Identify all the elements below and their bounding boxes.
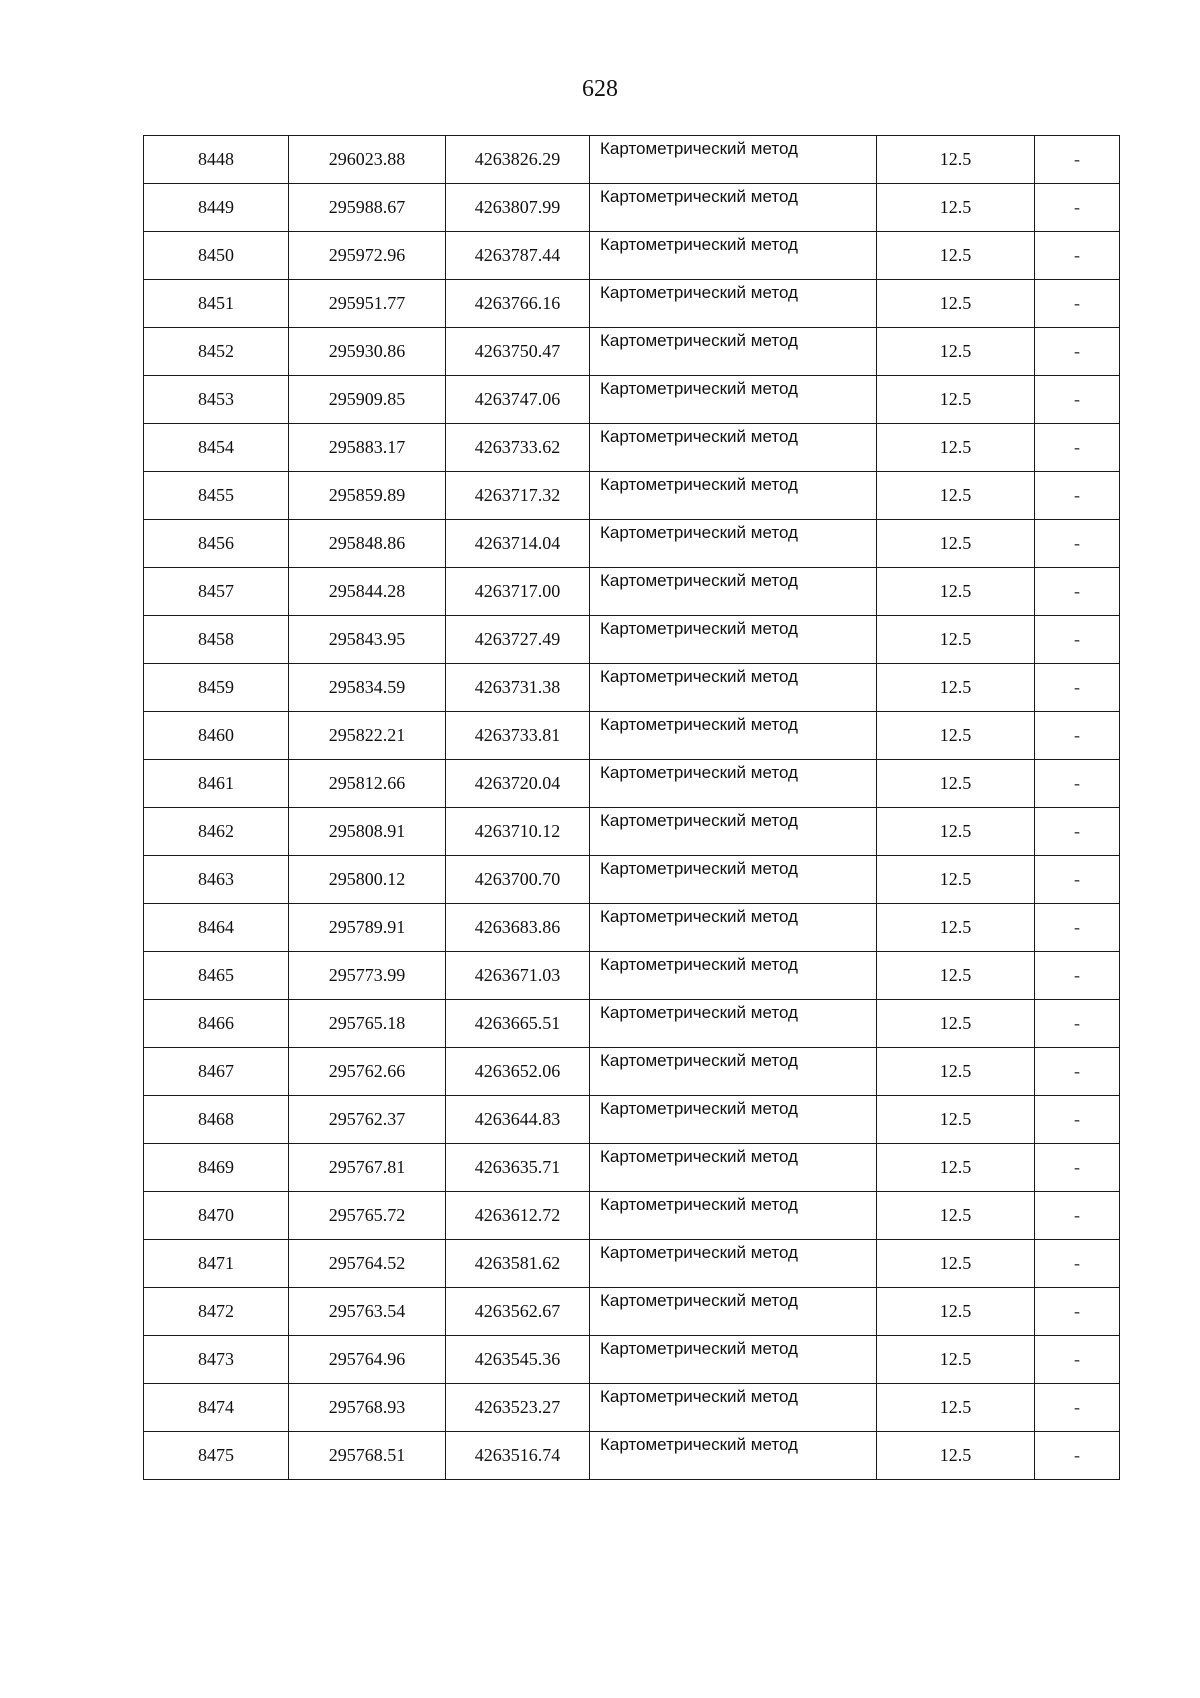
note-cell: - xyxy=(1035,664,1120,712)
table-row xyxy=(144,904,1120,952)
point-number-cell: 8457 xyxy=(144,568,289,616)
method-cell: Картометрический метод xyxy=(590,1240,877,1288)
y-coordinate-cell: 4263644.83 xyxy=(446,1096,590,1144)
accuracy-cell: 12.5 xyxy=(877,376,1035,424)
x-coordinate-cell: 295765.72 xyxy=(289,1192,446,1240)
note-cell: - xyxy=(1035,328,1120,376)
y-coordinate-cell: 4263733.62 xyxy=(446,424,590,472)
x-coordinate-cell: 295812.66 xyxy=(289,760,446,808)
y-coordinate-cell: 4263545.36 xyxy=(446,1336,590,1384)
table-row xyxy=(144,376,1120,424)
accuracy-cell: 12.5 xyxy=(877,1240,1035,1288)
y-coordinate-cell: 4263700.70 xyxy=(446,856,590,904)
note-cell: - xyxy=(1035,1384,1120,1432)
method-cell: Картометрический метод xyxy=(590,520,877,568)
table-row xyxy=(144,1048,1120,1096)
table-row xyxy=(144,1432,1120,1480)
accuracy-cell: 12.5 xyxy=(877,136,1035,184)
accuracy-cell: 12.5 xyxy=(877,712,1035,760)
method-cell: Картометрический метод xyxy=(590,664,877,712)
y-coordinate-cell: 4263766.16 xyxy=(446,280,590,328)
method-cell: Картометрический метод xyxy=(590,712,877,760)
note-cell: - xyxy=(1035,1240,1120,1288)
y-coordinate-cell: 4263717.00 xyxy=(446,568,590,616)
accuracy-cell: 12.5 xyxy=(877,664,1035,712)
x-coordinate-cell: 295768.51 xyxy=(289,1432,446,1480)
y-coordinate-cell: 4263612.72 xyxy=(446,1192,590,1240)
note-cell: - xyxy=(1035,1192,1120,1240)
point-number-cell: 8452 xyxy=(144,328,289,376)
table-row xyxy=(144,136,1120,184)
table-row xyxy=(144,568,1120,616)
point-number-cell: 8454 xyxy=(144,424,289,472)
point-number-cell: 8472 xyxy=(144,1288,289,1336)
x-coordinate-cell: 295762.37 xyxy=(289,1096,446,1144)
x-coordinate-cell: 295808.91 xyxy=(289,808,446,856)
y-coordinate-cell: 4263683.86 xyxy=(446,904,590,952)
method-cell: Картометрический метод xyxy=(590,760,877,808)
y-coordinate-cell: 4263523.27 xyxy=(446,1384,590,1432)
method-cell: Картометрический метод xyxy=(590,328,877,376)
y-coordinate-cell: 4263717.32 xyxy=(446,472,590,520)
accuracy-cell: 12.5 xyxy=(877,1192,1035,1240)
x-coordinate-cell: 295951.77 xyxy=(289,280,446,328)
table-row xyxy=(144,328,1120,376)
table-body xyxy=(144,136,1120,1480)
y-coordinate-cell: 4263787.44 xyxy=(446,232,590,280)
point-number-cell: 8455 xyxy=(144,472,289,520)
note-cell: - xyxy=(1035,760,1120,808)
point-number-cell: 8459 xyxy=(144,664,289,712)
y-coordinate-cell: 4263710.12 xyxy=(446,808,590,856)
accuracy-cell: 12.5 xyxy=(877,760,1035,808)
x-coordinate-cell: 295972.96 xyxy=(289,232,446,280)
accuracy-cell: 12.5 xyxy=(877,328,1035,376)
x-coordinate-cell: 295909.85 xyxy=(289,376,446,424)
y-coordinate-cell: 4263747.06 xyxy=(446,376,590,424)
note-cell: - xyxy=(1035,1048,1120,1096)
note-cell: - xyxy=(1035,616,1120,664)
table-row xyxy=(144,856,1120,904)
y-coordinate-cell: 4263807.99 xyxy=(446,184,590,232)
accuracy-cell: 12.5 xyxy=(877,1144,1035,1192)
x-coordinate-cell: 295764.52 xyxy=(289,1240,446,1288)
accuracy-cell: 12.5 xyxy=(877,568,1035,616)
note-cell: - xyxy=(1035,520,1120,568)
note-cell: - xyxy=(1035,712,1120,760)
table-row xyxy=(144,664,1120,712)
y-coordinate-cell: 4263635.71 xyxy=(446,1144,590,1192)
accuracy-cell: 12.5 xyxy=(877,424,1035,472)
table-row xyxy=(144,1096,1120,1144)
point-number-cell: 8461 xyxy=(144,760,289,808)
note-cell: - xyxy=(1035,1144,1120,1192)
method-cell: Картометрический метод xyxy=(590,1000,877,1048)
table-row xyxy=(144,952,1120,1000)
table-row xyxy=(144,520,1120,568)
table-row xyxy=(144,280,1120,328)
x-coordinate-cell: 295834.59 xyxy=(289,664,446,712)
table-row xyxy=(144,1192,1120,1240)
note-cell: - xyxy=(1035,1096,1120,1144)
method-cell: Картометрический метод xyxy=(590,424,877,472)
accuracy-cell: 12.5 xyxy=(877,520,1035,568)
accuracy-cell: 12.5 xyxy=(877,1000,1035,1048)
accuracy-cell: 12.5 xyxy=(877,1048,1035,1096)
method-cell: Картометрический метод xyxy=(590,472,877,520)
x-coordinate-cell: 295859.89 xyxy=(289,472,446,520)
x-coordinate-cell: 295789.91 xyxy=(289,904,446,952)
point-number-cell: 8456 xyxy=(144,520,289,568)
x-coordinate-cell: 295773.99 xyxy=(289,952,446,1000)
note-cell: - xyxy=(1035,136,1120,184)
point-number-cell: 8451 xyxy=(144,280,289,328)
point-number-cell: 8467 xyxy=(144,1048,289,1096)
point-number-cell: 8453 xyxy=(144,376,289,424)
point-number-cell: 8471 xyxy=(144,1240,289,1288)
method-cell: Картометрический метод xyxy=(590,808,877,856)
point-number-cell: 8449 xyxy=(144,184,289,232)
point-number-cell: 8460 xyxy=(144,712,289,760)
note-cell: - xyxy=(1035,808,1120,856)
point-number-cell: 8473 xyxy=(144,1336,289,1384)
note-cell: - xyxy=(1035,568,1120,616)
table-row xyxy=(144,472,1120,520)
method-cell: Картометрический метод xyxy=(590,1192,877,1240)
method-cell: Картометрический метод xyxy=(590,952,877,1000)
y-coordinate-cell: 4263733.81 xyxy=(446,712,590,760)
table-row xyxy=(144,232,1120,280)
method-cell: Картометрический метод xyxy=(590,280,877,328)
point-number-cell: 8469 xyxy=(144,1144,289,1192)
note-cell: - xyxy=(1035,424,1120,472)
point-number-cell: 8464 xyxy=(144,904,289,952)
point-number-cell: 8468 xyxy=(144,1096,289,1144)
x-coordinate-cell: 295764.96 xyxy=(289,1336,446,1384)
accuracy-cell: 12.5 xyxy=(877,952,1035,1000)
y-coordinate-cell: 4263516.74 xyxy=(446,1432,590,1480)
x-coordinate-cell: 295848.86 xyxy=(289,520,446,568)
point-number-cell: 8450 xyxy=(144,232,289,280)
x-coordinate-cell: 295930.86 xyxy=(289,328,446,376)
y-coordinate-cell: 4263562.67 xyxy=(446,1288,590,1336)
note-cell: - xyxy=(1035,1288,1120,1336)
table-row xyxy=(144,1240,1120,1288)
accuracy-cell: 12.5 xyxy=(877,1336,1035,1384)
accuracy-cell: 12.5 xyxy=(877,1432,1035,1480)
point-number-cell: 8465 xyxy=(144,952,289,1000)
table-row xyxy=(144,760,1120,808)
method-cell: Картометрический метод xyxy=(590,1432,877,1480)
note-cell: - xyxy=(1035,376,1120,424)
note-cell: - xyxy=(1035,1000,1120,1048)
x-coordinate-cell: 295765.18 xyxy=(289,1000,446,1048)
note-cell: - xyxy=(1035,184,1120,232)
page-number: 628 xyxy=(582,76,618,102)
accuracy-cell: 12.5 xyxy=(877,232,1035,280)
x-coordinate-cell: 295800.12 xyxy=(289,856,446,904)
note-cell: - xyxy=(1035,1432,1120,1480)
accuracy-cell: 12.5 xyxy=(877,616,1035,664)
method-cell: Картометрический метод xyxy=(590,616,877,664)
y-coordinate-cell: 4263652.06 xyxy=(446,1048,590,1096)
accuracy-cell: 12.5 xyxy=(877,280,1035,328)
table-row xyxy=(144,712,1120,760)
point-number-cell: 8462 xyxy=(144,808,289,856)
y-coordinate-cell: 4263671.03 xyxy=(446,952,590,1000)
x-coordinate-cell: 296023.88 xyxy=(289,136,446,184)
method-cell: Картометрический метод xyxy=(590,376,877,424)
method-cell: Картометрический метод xyxy=(590,568,877,616)
method-cell: Картометрический метод xyxy=(590,1096,877,1144)
x-coordinate-cell: 295767.81 xyxy=(289,1144,446,1192)
coordinates-table xyxy=(143,135,1120,1480)
table-row xyxy=(144,1000,1120,1048)
note-cell: - xyxy=(1035,856,1120,904)
method-cell: Картометрический метод xyxy=(590,136,877,184)
point-number-cell: 8463 xyxy=(144,856,289,904)
table-row xyxy=(144,184,1120,232)
point-number-cell: 8470 xyxy=(144,1192,289,1240)
accuracy-cell: 12.5 xyxy=(877,1096,1035,1144)
method-cell: Картометрический метод xyxy=(590,904,877,952)
method-cell: Картометрический метод xyxy=(590,232,877,280)
note-cell: - xyxy=(1035,952,1120,1000)
table-row xyxy=(144,1288,1120,1336)
table-row xyxy=(144,424,1120,472)
x-coordinate-cell: 295883.17 xyxy=(289,424,446,472)
y-coordinate-cell: 4263665.51 xyxy=(446,1000,590,1048)
method-cell: Картометрический метод xyxy=(590,1384,877,1432)
x-coordinate-cell: 295844.28 xyxy=(289,568,446,616)
table-row xyxy=(144,808,1120,856)
note-cell: - xyxy=(1035,904,1120,952)
method-cell: Картометрический метод xyxy=(590,1336,877,1384)
method-cell: Картометрический метод xyxy=(590,1288,877,1336)
accuracy-cell: 12.5 xyxy=(877,472,1035,520)
table-row xyxy=(144,1144,1120,1192)
note-cell: - xyxy=(1035,472,1120,520)
x-coordinate-cell: 295988.67 xyxy=(289,184,446,232)
table-row xyxy=(144,1336,1120,1384)
point-number-cell: 8475 xyxy=(144,1432,289,1480)
note-cell: - xyxy=(1035,280,1120,328)
y-coordinate-cell: 4263720.04 xyxy=(446,760,590,808)
method-cell: Картометрический метод xyxy=(590,1048,877,1096)
y-coordinate-cell: 4263826.29 xyxy=(446,136,590,184)
accuracy-cell: 12.5 xyxy=(877,184,1035,232)
x-coordinate-cell: 295843.95 xyxy=(289,616,446,664)
x-coordinate-cell: 295768.93 xyxy=(289,1384,446,1432)
method-cell: Картометрический метод xyxy=(590,1144,877,1192)
note-cell: - xyxy=(1035,1336,1120,1384)
point-number-cell: 8466 xyxy=(144,1000,289,1048)
table-row xyxy=(144,616,1120,664)
point-number-cell: 8458 xyxy=(144,616,289,664)
table-row xyxy=(144,1384,1120,1432)
point-number-cell: 8448 xyxy=(144,136,289,184)
method-cell: Картометрический метод xyxy=(590,184,877,232)
note-cell: - xyxy=(1035,232,1120,280)
accuracy-cell: 12.5 xyxy=(877,904,1035,952)
y-coordinate-cell: 4263581.62 xyxy=(446,1240,590,1288)
accuracy-cell: 12.5 xyxy=(877,1288,1035,1336)
y-coordinate-cell: 4263727.49 xyxy=(446,616,590,664)
method-cell: Картометрический метод xyxy=(590,856,877,904)
x-coordinate-cell: 295763.54 xyxy=(289,1288,446,1336)
accuracy-cell: 12.5 xyxy=(877,856,1035,904)
y-coordinate-cell: 4263714.04 xyxy=(446,520,590,568)
accuracy-cell: 12.5 xyxy=(877,1384,1035,1432)
point-number-cell: 8474 xyxy=(144,1384,289,1432)
accuracy-cell: 12.5 xyxy=(877,808,1035,856)
x-coordinate-cell: 295822.21 xyxy=(289,712,446,760)
x-coordinate-cell: 295762.66 xyxy=(289,1048,446,1096)
y-coordinate-cell: 4263750.47 xyxy=(446,328,590,376)
y-coordinate-cell: 4263731.38 xyxy=(446,664,590,712)
